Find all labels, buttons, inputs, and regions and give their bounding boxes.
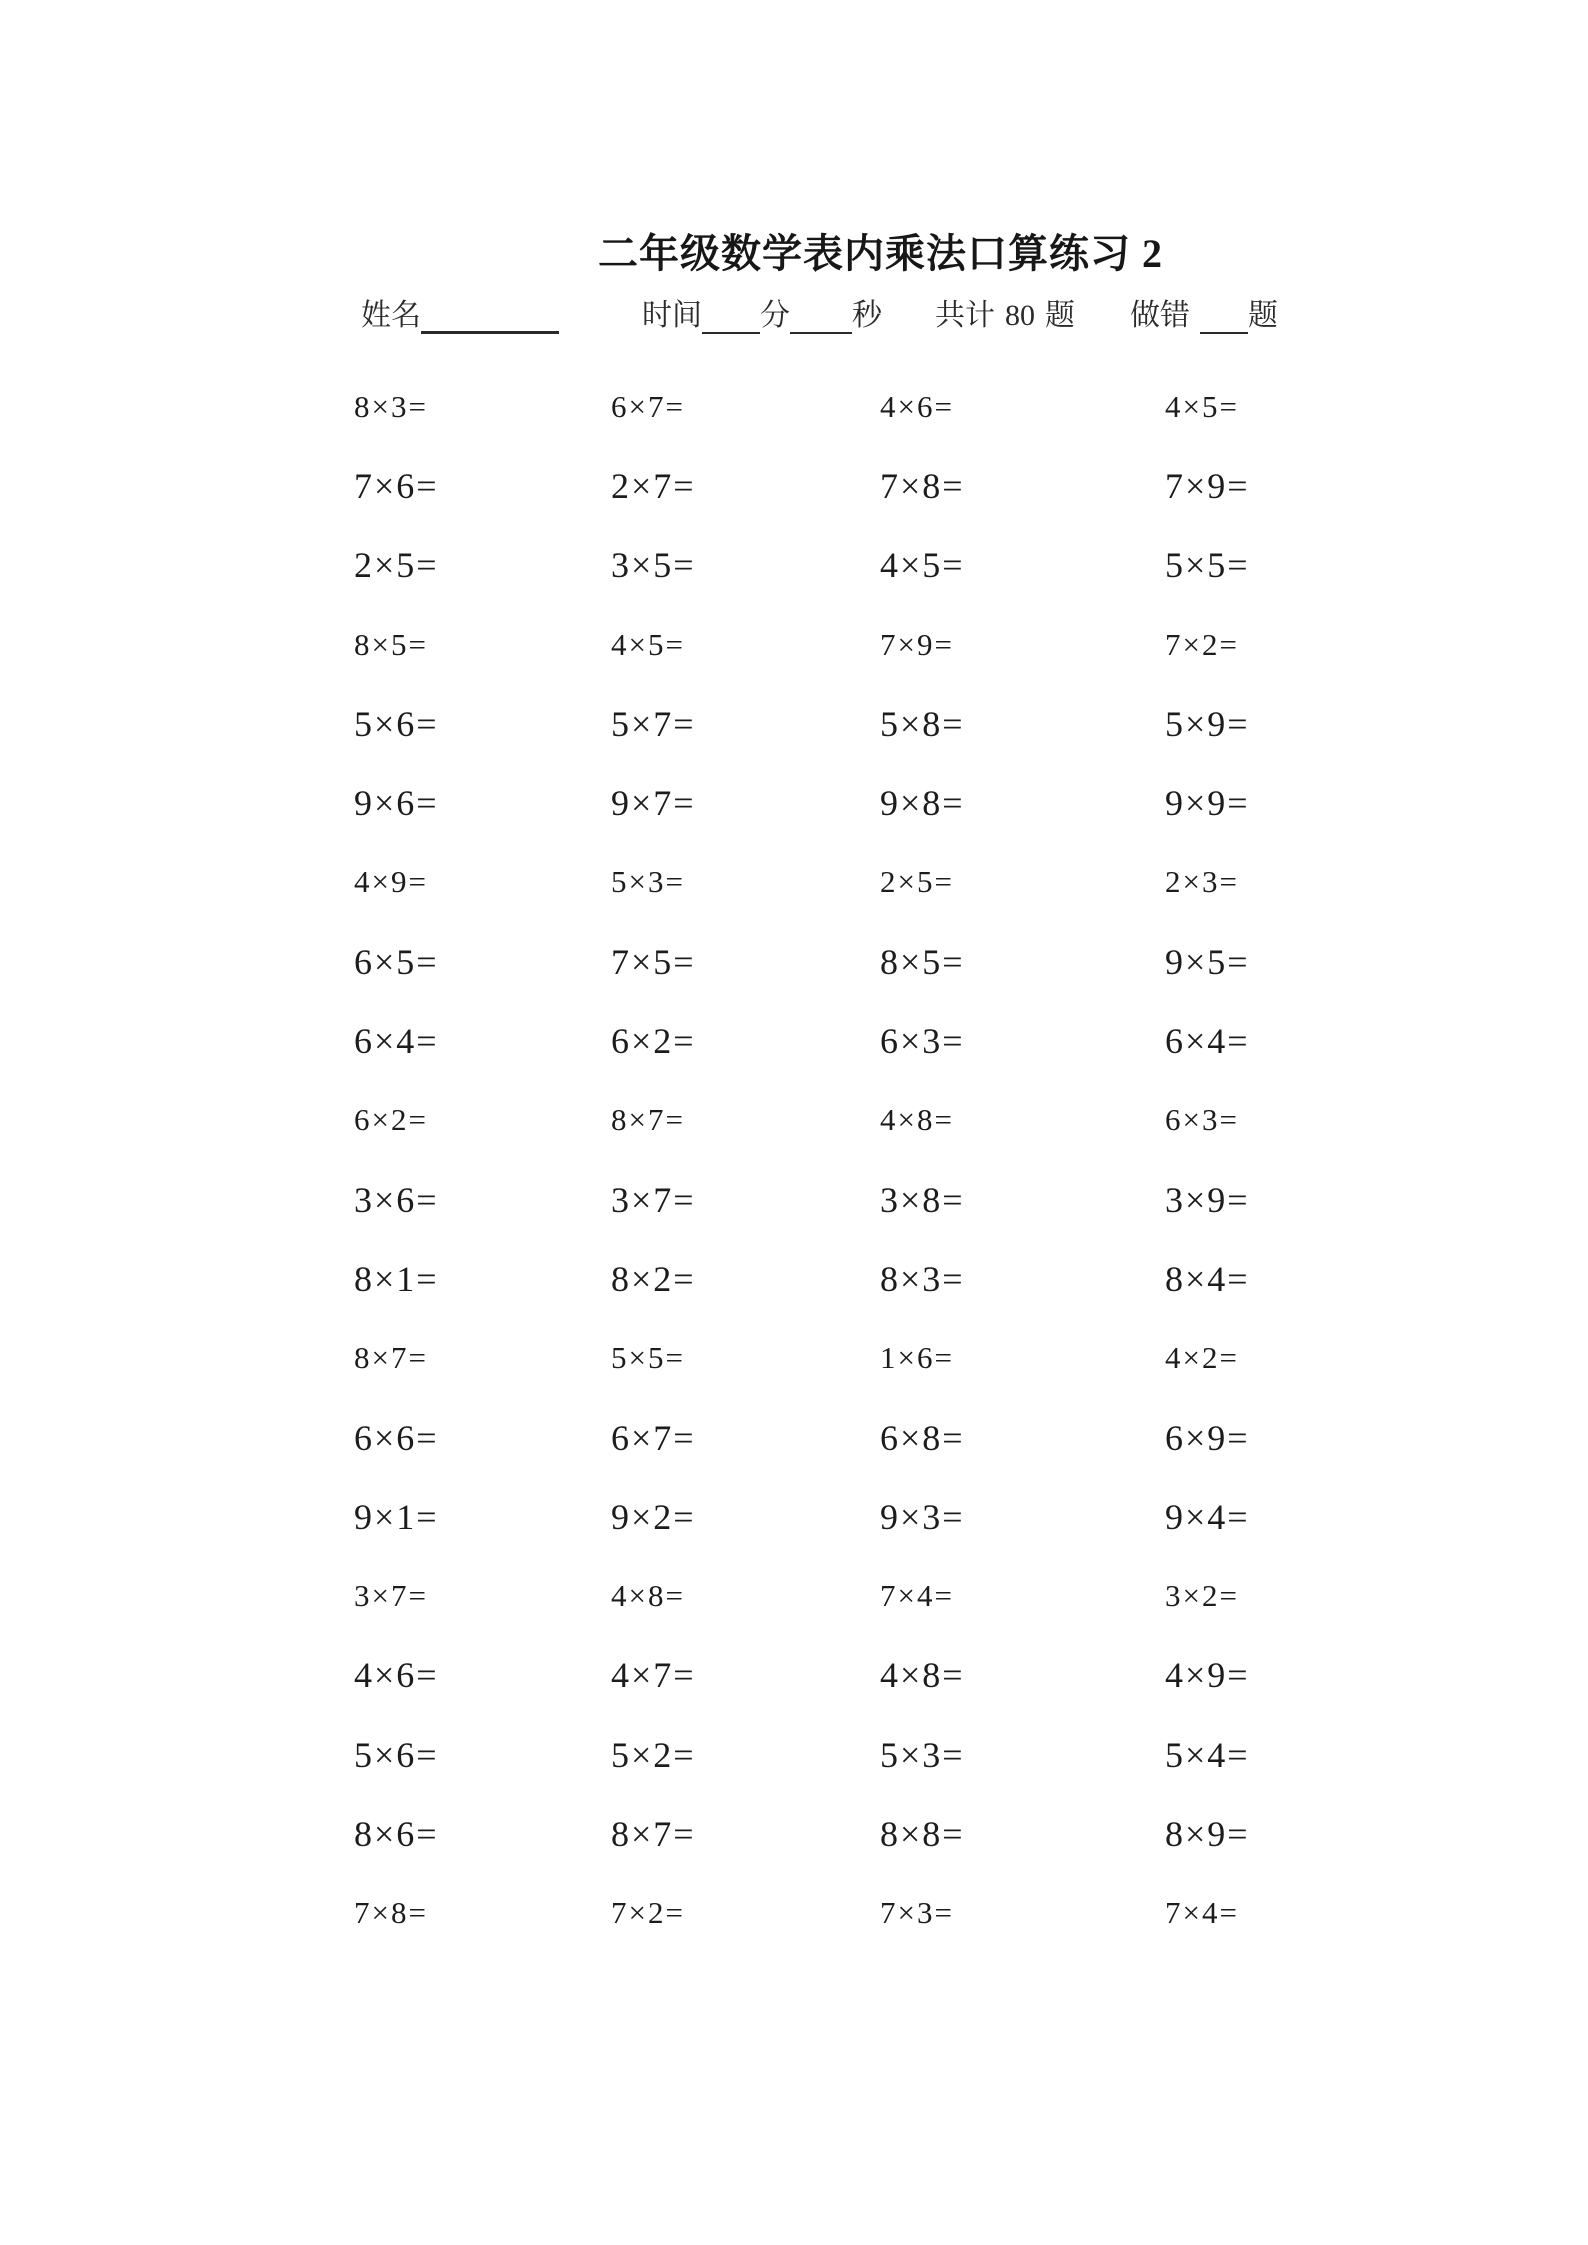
- problem-cell: 4×7=: [611, 1655, 696, 1696]
- problem-cell: 8×6=: [354, 1813, 439, 1854]
- second-label: 秒: [852, 299, 882, 332]
- problem-cell: 8×2=: [611, 1258, 696, 1299]
- mistakes-unit: 题: [1248, 299, 1278, 332]
- problem-cell: 6×9=: [1165, 1417, 1250, 1458]
- problem-cell: 7×5=: [611, 941, 696, 982]
- problem-cell: 5×7=: [611, 703, 696, 744]
- problem-cell: 4×5=: [1165, 388, 1239, 424]
- problem-cell: 5×4=: [1165, 1734, 1250, 1775]
- problem-cell: 9×7=: [611, 783, 696, 824]
- name-field: [361, 290, 559, 334]
- problem-cell: 3×6=: [354, 1179, 439, 1220]
- problem-cell: 7×4=: [880, 1578, 954, 1614]
- problem-cell: 7×8=: [354, 1895, 428, 1931]
- problem-cell: 5×9=: [1165, 703, 1250, 744]
- problem-cell: 6×2=: [354, 1102, 428, 1138]
- problem-cell: 8×7=: [354, 1340, 428, 1376]
- page-title: 二年级数学表内乘法口算练习 2: [598, 231, 1163, 276]
- problem-cell: 8×1=: [354, 1258, 439, 1299]
- problem-cell: 4×6=: [880, 388, 954, 424]
- problem-cell: 3×2=: [1165, 1578, 1239, 1614]
- problem-cell: 6×3=: [1165, 1102, 1239, 1138]
- problem-cell: 3×8=: [880, 1179, 965, 1220]
- problem-cell: 5×8=: [880, 703, 965, 744]
- problem-cell: 8×3=: [354, 388, 428, 424]
- problem-cell: 4×9=: [1165, 1655, 1250, 1696]
- problem-cell: 9×4=: [1165, 1496, 1250, 1537]
- problem-cell: 4×8=: [611, 1578, 685, 1614]
- problem-cell: 7×4=: [1165, 1895, 1239, 1931]
- problem-cell: 2×5=: [880, 864, 954, 900]
- problem-cell: 9×2=: [611, 1496, 696, 1537]
- problem-cell: 8×5=: [880, 941, 965, 982]
- mistakes-label: 做错: [1130, 299, 1190, 332]
- problem-cell: 6×6=: [354, 1417, 439, 1458]
- info-line: [0, 294, 1588, 338]
- problem-cell: 6×4=: [354, 1021, 439, 1062]
- total-count: 80: [1005, 299, 1035, 332]
- problem-cell: 8×3=: [880, 1258, 965, 1299]
- problem-cell: 8×8=: [880, 1813, 965, 1854]
- problem-cell: 9×1=: [354, 1496, 439, 1537]
- problem-cell: 4×2=: [1165, 1340, 1239, 1376]
- time-field: [642, 290, 882, 334]
- problem-cell: 1×6=: [880, 1340, 954, 1376]
- problem-cell: 7×6=: [354, 465, 439, 506]
- problem-cell: 5×3=: [880, 1734, 965, 1775]
- problem-cell: 4×5=: [880, 545, 965, 586]
- problem-cell: 6×4=: [1165, 1021, 1250, 1062]
- seconds-blank-line: [790, 304, 852, 334]
- problem-cell: 5×6=: [354, 703, 439, 744]
- time-label: 时间: [642, 299, 702, 332]
- problem-cell: 4×6=: [354, 1655, 439, 1696]
- problem-cell: 8×5=: [354, 626, 428, 662]
- problem-cell: 9×5=: [1165, 941, 1250, 982]
- problem-cell: 4×9=: [354, 864, 428, 900]
- problem-cell: 2×5=: [354, 545, 439, 586]
- problem-cell: 2×3=: [1165, 864, 1239, 900]
- problem-cell: 7×2=: [1165, 626, 1239, 662]
- problem-cell: 4×8=: [880, 1655, 965, 1696]
- problem-cell: 9×9=: [1165, 783, 1250, 824]
- minutes-blank-line: [702, 304, 760, 334]
- total-unit: 题: [1045, 299, 1075, 332]
- problem-cell: 7×8=: [880, 465, 965, 506]
- problems-grid: [354, 367, 1335, 1953]
- problem-cell: 7×9=: [1165, 465, 1250, 506]
- problem-cell: 5×5=: [611, 1340, 685, 1376]
- problem-cell: 5×5=: [1165, 545, 1250, 586]
- problem-cell: 5×3=: [611, 864, 685, 900]
- problem-cell: 6×7=: [611, 1417, 696, 1458]
- problem-cell: 4×8=: [880, 1102, 954, 1138]
- problem-cell: 6×5=: [354, 941, 439, 982]
- total-prefix: 共计: [935, 299, 995, 332]
- total-count-field: [935, 290, 1075, 334]
- problem-cell: 9×6=: [354, 783, 439, 824]
- problem-cell: 7×9=: [880, 626, 954, 662]
- problem-cell: 3×7=: [611, 1179, 696, 1220]
- minute-label: 分: [760, 299, 790, 332]
- problem-cell: 6×7=: [611, 388, 685, 424]
- name-label: 姓名: [361, 299, 421, 332]
- problem-cell: 5×6=: [354, 1734, 439, 1775]
- problem-cell: 6×3=: [880, 1021, 965, 1062]
- problem-cell: 3×5=: [611, 545, 696, 586]
- problem-cell: 6×2=: [611, 1021, 696, 1062]
- problem-cell: 9×3=: [880, 1496, 965, 1537]
- problem-cell: 6×8=: [880, 1417, 965, 1458]
- problem-cell: 8×7=: [611, 1102, 685, 1138]
- problem-cell: 8×7=: [611, 1813, 696, 1854]
- problem-cell: 7×3=: [880, 1895, 954, 1931]
- problem-cell: 8×4=: [1165, 1258, 1250, 1299]
- problem-cell: 7×2=: [611, 1895, 685, 1931]
- problem-cell: 4×5=: [611, 626, 685, 662]
- problem-cell: 3×7=: [354, 1578, 428, 1614]
- problem-cell: 5×2=: [611, 1734, 696, 1775]
- mistakes-blank-line: [1200, 304, 1248, 334]
- problem-cell: 3×9=: [1165, 1179, 1250, 1220]
- problem-cell: 9×8=: [880, 783, 965, 824]
- problem-cell: 8×9=: [1165, 1813, 1250, 1854]
- problem-cell: 2×7=: [611, 465, 696, 506]
- name-blank-line: [421, 303, 559, 334]
- mistakes-field: [1130, 290, 1278, 334]
